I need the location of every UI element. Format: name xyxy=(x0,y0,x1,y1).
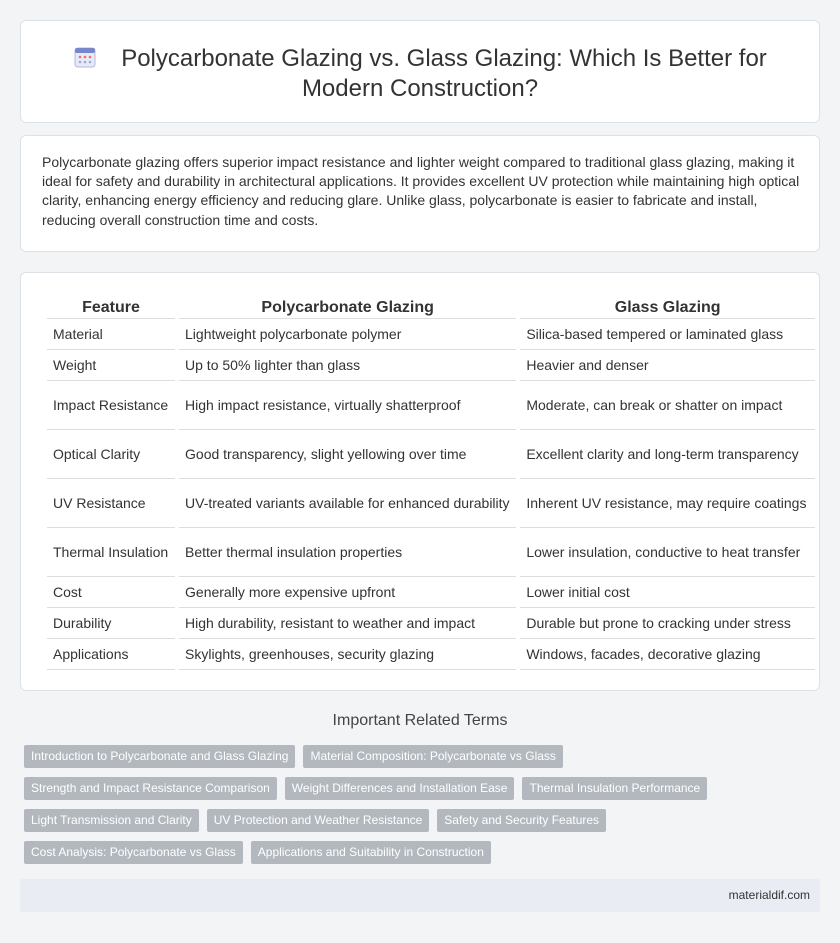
table-row xyxy=(47,577,815,608)
comparison-table xyxy=(43,297,819,670)
tag-applications[interactable]: Applications and Suitability in Construction xyxy=(251,841,491,864)
glass-cell: Inherent UV resistance, may require coatings xyxy=(520,479,815,528)
table-row xyxy=(47,639,815,670)
polycarbonate-cell: Better thermal insulation properties xyxy=(179,528,516,577)
glass-cell: Lower insulation, conductive to heat transfer xyxy=(520,528,815,577)
tag-strength-impact[interactable]: Strength and Impact Resistance Comparison xyxy=(24,777,277,800)
title-line-2: Modern Construction? xyxy=(301,75,539,102)
glass-cell: Windows, facades, decorative glazing xyxy=(520,639,815,670)
feature-cell: Durability xyxy=(47,608,175,639)
table-row xyxy=(47,430,815,479)
tag-safety-security[interactable]: Safety and Security Features xyxy=(437,809,606,832)
tag-intro[interactable]: Introduction to Polycarbonate and Glass Glazing xyxy=(24,745,295,768)
title-card xyxy=(20,20,820,123)
table-row xyxy=(47,319,815,350)
footer-site[interactable]: materialdif.com xyxy=(728,888,810,902)
glass-cell: Lower initial cost xyxy=(520,577,815,608)
polycarbonate-cell: High impact resistance, virtually shatterproof xyxy=(179,381,516,430)
feature-cell: UV Resistance xyxy=(47,479,175,528)
feature-cell: Optical Clarity xyxy=(47,430,175,479)
header-polycarbonate: Polycarbonate Glazing xyxy=(179,297,516,319)
header-glass: Glass Glazing xyxy=(520,297,815,319)
polycarbonate-cell: High durability, resistant to weather and impact xyxy=(179,608,516,639)
polycarbonate-cell: Up to 50% lighter than glass xyxy=(179,350,516,381)
glass-cell: Durable but prone to cracking under stress xyxy=(520,608,815,639)
feature-cell: Material xyxy=(47,319,175,350)
related-terms-tags xyxy=(24,745,814,873)
related-terms-title: Important Related Terms xyxy=(332,712,508,729)
tag-material-composition[interactable]: Material Composition: Polycarbonate vs Glass xyxy=(303,745,562,768)
intro-card xyxy=(20,135,820,252)
tag-cost-analysis[interactable]: Cost Analysis: Polycarbonate vs Glass xyxy=(24,841,243,864)
feature-cell: Weight xyxy=(47,350,175,381)
polycarbonate-cell: Lightweight polycarbonate polymer xyxy=(179,319,516,350)
page-title xyxy=(21,44,819,104)
polycarbonate-cell: Good transparency, slight yellowing over time xyxy=(179,430,516,479)
table-row xyxy=(47,479,815,528)
table-row xyxy=(47,608,815,639)
intro-text: Polycarbonate glazing offers superior impact resistance and lighter weight compared to traditional glass glazing, making it ideal for safety and durability in architectural applications. It provides excellent UV protection while maintaining high optical clarity, enhancing energy efficiency and reducing glare. Unlike glass, polycarbonate is easier to fabricate and install, reducing overall construction time and costs. xyxy=(42,154,800,228)
tag-thermal-insulation[interactable]: Thermal Insulation Performance xyxy=(522,777,707,800)
footer xyxy=(20,879,820,912)
table-row xyxy=(47,381,815,430)
feature-cell: Impact Resistance xyxy=(47,381,175,430)
glass-cell: Silica-based tempered or laminated glass xyxy=(520,319,815,350)
polycarbonate-cell: Skylights, greenhouses, security glazing xyxy=(179,639,516,670)
glass-cell: Moderate, can break or shatter on impact xyxy=(520,381,815,430)
table-row xyxy=(47,528,815,577)
polycarbonate-cell: UV-treated variants available for enhanced durability xyxy=(179,479,516,528)
feature-cell: Cost xyxy=(47,577,175,608)
table-row xyxy=(47,350,815,381)
calendar-icon xyxy=(73,45,97,69)
polycarbonate-cell: Generally more expensive upfront xyxy=(179,577,516,608)
header-feature: Feature xyxy=(47,297,175,319)
glass-cell: Excellent clarity and long-term transparency xyxy=(520,430,815,479)
comparison-card xyxy=(20,272,820,691)
tag-light-transmission[interactable]: Light Transmission and Clarity xyxy=(24,809,199,832)
feature-cell: Applications xyxy=(47,639,175,670)
glass-cell: Heavier and denser xyxy=(520,350,815,381)
tag-weight-installation[interactable]: Weight Differences and Installation Ease xyxy=(285,777,515,800)
feature-cell: Thermal Insulation xyxy=(47,528,175,577)
tag-uv-protection[interactable]: UV Protection and Weather Resistance xyxy=(207,809,430,832)
title-line-1: Polycarbonate Glazing vs. Glass Glazing: Which Is Better for xyxy=(121,45,767,72)
